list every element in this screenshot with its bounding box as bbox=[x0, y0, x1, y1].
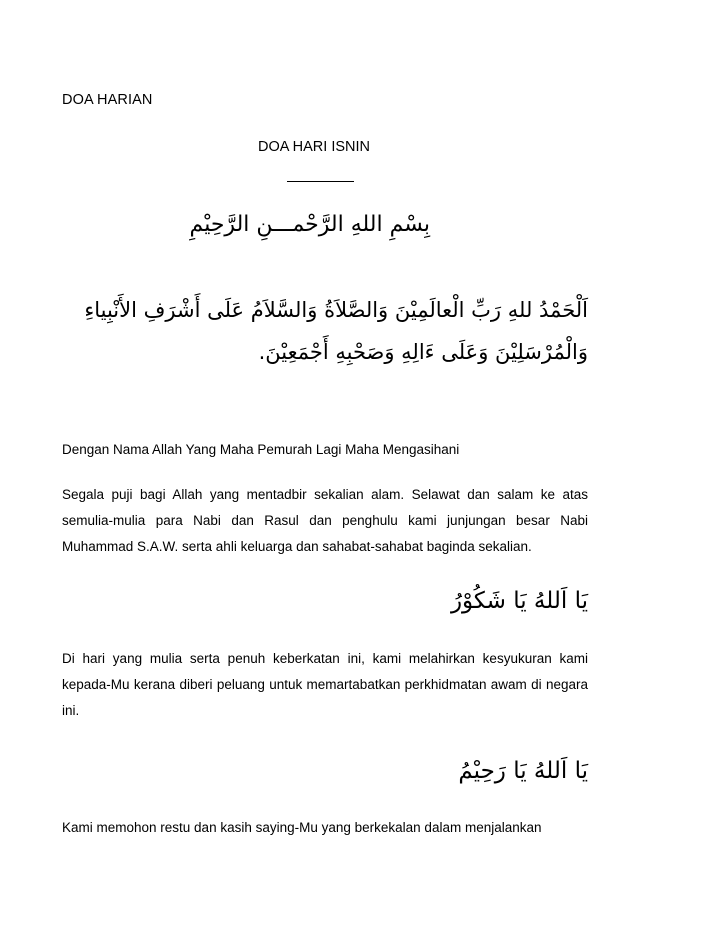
opening-translation: Segala puji bagi Allah yang mentadbir sekalian alam. Selawat dan salam ke atas semulia-mulia para Nabi dan Rasul dan penghulu kami junjungan besar Nabi Muhammad S.A.W. serta ahli keluarga dan sahabat-sahabat baginda sekalian. bbox=[62, 487, 588, 554]
request-paragraph: Kami memohon restu dan kasih saying-Mu yang berkekalan dalam menjalankan bbox=[62, 820, 542, 835]
arabic-basmala: بِسْمِ اللهِ الرَّحْمـــنِ الرَّحِيْمِ bbox=[189, 212, 430, 237]
arabic-opening-line-1: اَلْحَمْدُ للهِ رَبِّ الْعالَمِيْنَ وَالصَّلاَةُ وَالسَّلاَمُ عَلَى أَشْرَفِ الأَنْبِياءِ bbox=[84, 298, 588, 322]
title-underline bbox=[287, 181, 354, 182]
document-header: DOA HARIAN bbox=[62, 92, 153, 108]
gratitude-paragraph: Di hari yang mulia serta penuh keberkatan ini, kami melahirkan kesyukuran kami kepada-Mu kerana diberi peluang untuk memartabatkan perkhidmatan awam di negara ini. bbox=[62, 651, 588, 718]
arabic-invocation-syakur: يَا اَللهُ يَا شَكُوْرُ bbox=[450, 588, 588, 614]
prayer-title-text: DOA HARI ISNIN bbox=[258, 139, 370, 155]
arabic-invocation-rahim: يَا اَللهُ يَا رَحِيْمُ bbox=[458, 758, 588, 784]
prayer-title bbox=[0, 139, 728, 155]
arabic-opening-line-2: وَالْمُرْسَلِيْنَ وَعَلَى ءَالِهِ وَصَحْبِهِ أَجْمَعِيْنَ. bbox=[258, 340, 588, 364]
basmala-translation: Dengan Nama Allah Yang Maha Pemurah Lagi Maha Mengasihani bbox=[62, 442, 460, 457]
